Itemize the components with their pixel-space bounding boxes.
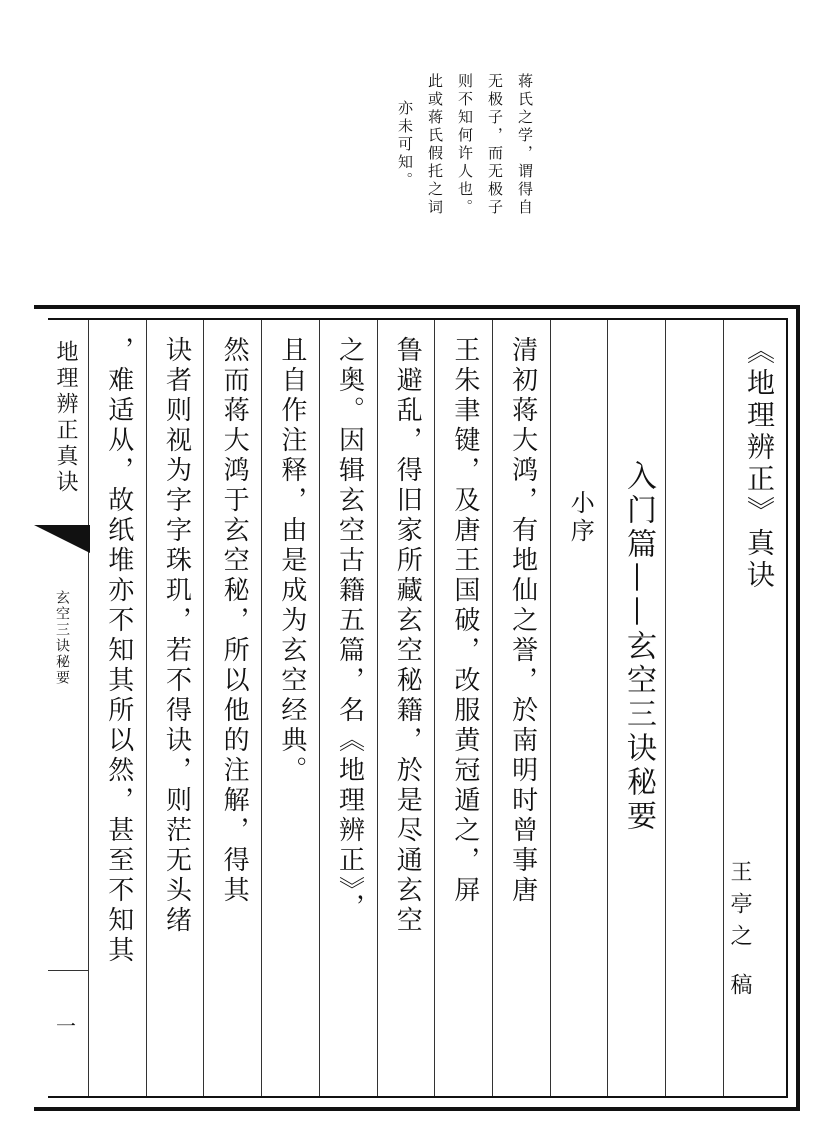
body-line: 然而蒋大鸿于玄空秘，所以他的注解，得其 xyxy=(203,320,261,1096)
text-columns xyxy=(88,320,786,1096)
subheading: 小序 xyxy=(550,320,608,1096)
body-line: 且自作注释，由是成为玄空经典。 xyxy=(261,320,319,1096)
author-signature: 王亭之 稿 xyxy=(727,860,752,1005)
body-line: 鲁避乱，得旧家所藏玄空秘籍，於是尽通玄空 xyxy=(377,320,435,1096)
manuscript-grid xyxy=(48,318,788,1098)
fishtail-mark xyxy=(34,525,90,553)
note-line: 亦未可知。 xyxy=(396,100,414,190)
note-line: 则不知何许人也。 xyxy=(456,73,474,217)
spine-title: 地理辨正真诀 xyxy=(53,340,78,496)
note-line: 蒋氏之学，谓得自 xyxy=(516,73,534,217)
body-line: 王朱聿键，及唐王国破，改服黄冠遁之，屏 xyxy=(434,320,492,1096)
body-line: 清初蒋大鸿，有地仙之誉，於南明时曾事唐 xyxy=(492,320,550,1096)
book-title: 《地理辨正》真诀 xyxy=(723,320,786,1096)
section-heading: 入门篇——玄空三诀秘要 xyxy=(607,320,665,1096)
spine-subtitle: 玄空三诀秘要 xyxy=(54,590,70,686)
note-line: 无极子，而无极子 xyxy=(486,73,504,217)
note-line: 此或蒋氏假托之词 xyxy=(426,73,444,217)
page-spine xyxy=(48,320,89,1096)
spine-divider xyxy=(48,970,88,971)
body-line: 诀者则视为字字珠玑，若不得诀，则茫无头绪 xyxy=(146,320,204,1096)
page-number: 一 xyxy=(56,1014,76,1038)
marginal-note xyxy=(360,30,540,260)
body-line: ，难适从，故纸堆亦不知其所以然，甚至不知其 xyxy=(88,320,146,1096)
body-line: 之奥。因辑玄空古籍五篇，名《地理辨正》， xyxy=(319,320,377,1096)
